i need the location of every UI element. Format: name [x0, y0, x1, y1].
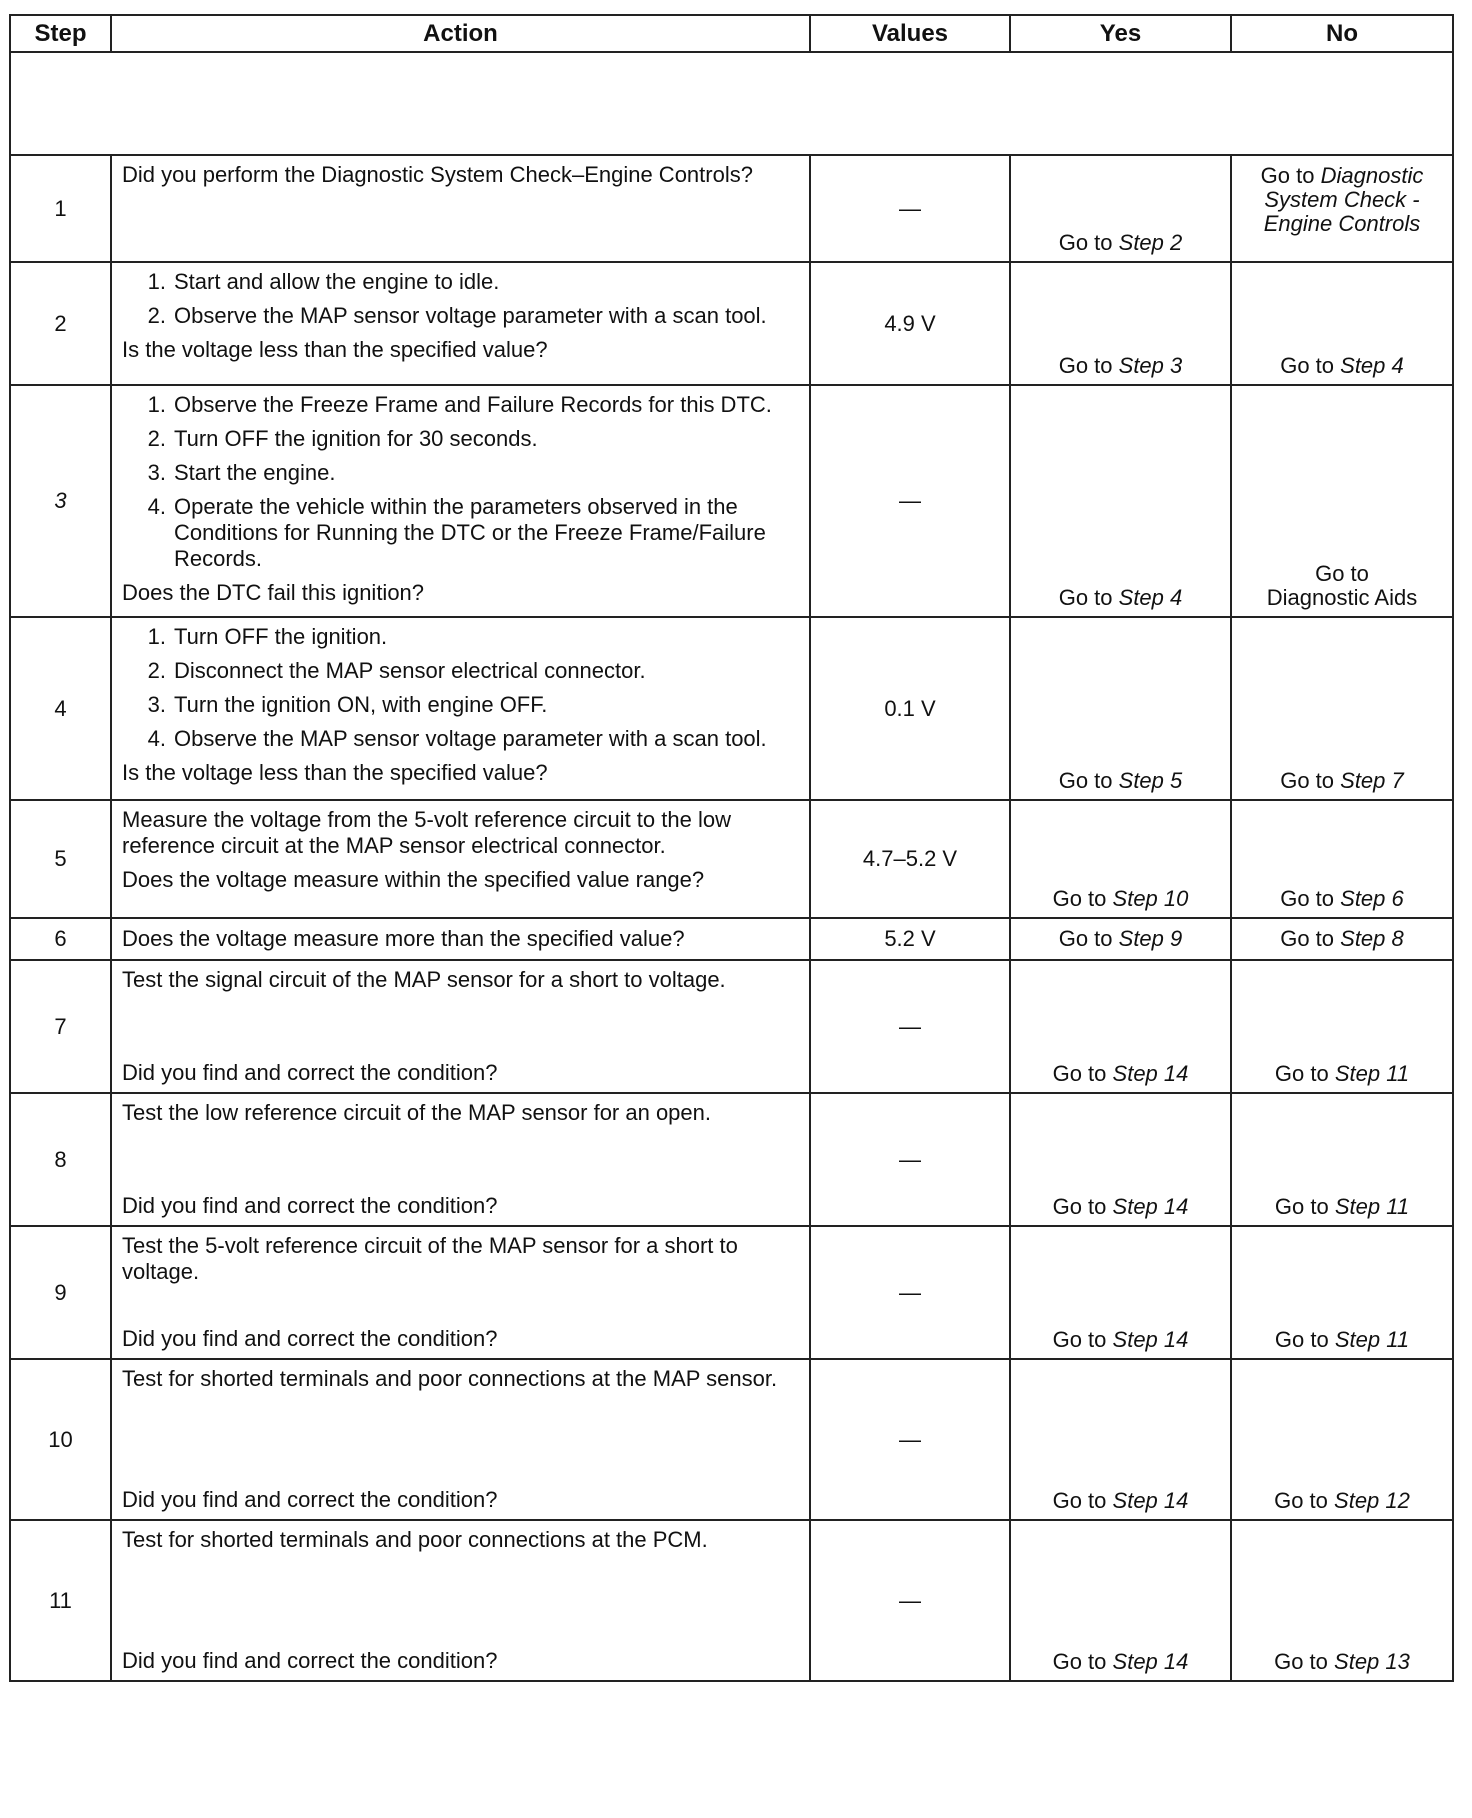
diagnostic-link-line3[interactable]: Engine Controls	[1263, 211, 1421, 236]
step-ref: 5	[1170, 768, 1183, 793]
step-ref: 14	[1163, 1327, 1189, 1352]
step-word: Step	[1112, 886, 1158, 911]
yes-cell	[1010, 960, 1231, 1093]
step-ref: 12	[1385, 1488, 1410, 1513]
value-cell: —	[810, 1093, 1010, 1226]
step-ref: 11	[1386, 1194, 1410, 1219]
step-word: Step	[1334, 1061, 1381, 1086]
no-cell	[1231, 155, 1453, 262]
blank-cell	[10, 52, 1453, 155]
question-text: Does the voltage measure within the specified value range?	[122, 867, 705, 892]
list-item: 3. Start the engine.	[147, 460, 336, 485]
table-row	[10, 1520, 1453, 1681]
list-item: 4. Observe the MAP sensor voltage parameter with a scan tool.	[147, 726, 767, 751]
step-ref: 10	[1163, 886, 1189, 911]
action-cell	[111, 1359, 810, 1520]
value-cell: 5.2 V	[810, 918, 1010, 960]
list-item: 1. Start and allow the engine to idle.	[147, 269, 500, 294]
step-ref: 11	[1386, 1327, 1410, 1352]
action-cell	[111, 385, 810, 617]
step-link[interactable]	[1113, 1061, 1189, 1086]
yes-cell	[1010, 1359, 1231, 1520]
list-item: 1. Turn OFF the ignition.	[147, 624, 388, 649]
step-word: Step	[1334, 1194, 1381, 1219]
table-row	[10, 385, 1453, 617]
goto-label: Go to	[1052, 1061, 1107, 1086]
step-ref: 11	[1386, 1061, 1410, 1086]
goto-label: Go to	[1058, 353, 1113, 378]
list-item: 2. Observe the MAP sensor voltage parameter with a scan tool.	[147, 303, 767, 328]
step-word: Step	[1112, 1061, 1158, 1086]
diagnostic-table	[9, 14, 1454, 1682]
goto-label: Go to	[1280, 886, 1335, 911]
yes-cell	[1010, 1093, 1231, 1226]
header-values: Values	[810, 15, 1010, 52]
header-yes: Yes	[1010, 15, 1231, 52]
yes-cell	[1010, 800, 1231, 918]
action-cell	[111, 155, 810, 262]
value-cell: 4.9 V	[810, 262, 1010, 385]
goto-label: Go to	[1052, 1488, 1107, 1513]
table-row	[10, 617, 1453, 800]
yes-cell	[1010, 262, 1231, 385]
step-word: Step	[1118, 230, 1164, 255]
table-row	[10, 1226, 1453, 1359]
value-cell: —	[810, 1359, 1010, 1520]
no-cell	[1231, 960, 1453, 1093]
no-cell	[1231, 918, 1453, 960]
goto-label: Go to	[1052, 886, 1107, 911]
action-text: Test the signal circuit of the MAP sensor for a short to voltage.	[122, 967, 726, 992]
no-cell	[1231, 1520, 1453, 1681]
step-link[interactable]	[1119, 230, 1183, 255]
goto-label: Go to	[1260, 163, 1315, 188]
step-link[interactable]	[1113, 1194, 1189, 1219]
step-link[interactable]	[1119, 768, 1183, 793]
step-link[interactable]	[1119, 585, 1183, 610]
header-no: No	[1231, 15, 1453, 52]
value-cell: —	[810, 1520, 1010, 1681]
step-word: Step	[1112, 1649, 1158, 1674]
step-word: Step	[1340, 353, 1386, 378]
step-link[interactable]	[1113, 1649, 1189, 1674]
step-link[interactable]	[1335, 1327, 1409, 1352]
action-list	[122, 269, 801, 329]
goto-label: Go to	[1274, 1194, 1329, 1219]
step-number: 3	[10, 385, 111, 617]
step-number: 11	[10, 1520, 111, 1681]
yes-cell	[1010, 385, 1231, 617]
step-word: Step	[1334, 1649, 1380, 1674]
step-link[interactable]	[1119, 353, 1183, 378]
goto-label: Go to	[1315, 561, 1369, 586]
step-link[interactable]	[1113, 886, 1189, 911]
question-text: Is the voltage less than the specified value?	[122, 337, 548, 362]
step-word: Step	[1118, 353, 1164, 378]
step-ref: 8	[1391, 926, 1404, 951]
step-link[interactable]	[1113, 1488, 1189, 1513]
goto-label: Go to	[1280, 768, 1335, 793]
goto-label: Go to	[1058, 230, 1113, 255]
step-number: 4	[10, 617, 111, 800]
yes-cell	[1010, 1226, 1231, 1359]
step-link[interactable]	[1340, 353, 1404, 378]
step-number: 1	[10, 155, 111, 262]
step-word: Step	[1112, 1488, 1158, 1513]
header-row	[10, 15, 1453, 52]
action-list	[122, 392, 801, 572]
step-word: Step	[1340, 926, 1386, 951]
question-text: Is the voltage less than the specified value?	[122, 760, 548, 785]
step-number: 5	[10, 800, 111, 918]
step-ref: 9	[1170, 926, 1183, 951]
value-cell: —	[810, 960, 1010, 1093]
value-cell: —	[810, 1226, 1010, 1359]
action-cell	[111, 617, 810, 800]
step-ref: 14	[1163, 1488, 1189, 1513]
action-cell	[111, 262, 810, 385]
action-cell	[111, 1520, 810, 1681]
table-row	[10, 1359, 1453, 1520]
question-text: Did you find and correct the condition?	[122, 1060, 498, 1085]
step-number: 9	[10, 1226, 111, 1359]
step-ref: 4	[1170, 585, 1183, 610]
action-cell	[111, 960, 810, 1093]
step-word: Step	[1340, 768, 1386, 793]
header-step: Step	[10, 15, 111, 52]
table-row	[10, 960, 1453, 1093]
list-item: 2. Turn OFF the ignition for 30 seconds.	[147, 426, 538, 451]
yes-cell	[1010, 155, 1231, 262]
step-ref: 2	[1170, 230, 1183, 255]
action-list	[122, 624, 801, 752]
step-number: 2	[10, 262, 111, 385]
list-item: 2. Disconnect the MAP sensor electrical connector.	[147, 658, 646, 683]
goto-label: Go to	[1274, 1488, 1328, 1513]
table-row	[10, 155, 1453, 262]
action-cell	[111, 1226, 810, 1359]
yes-cell	[1010, 1520, 1231, 1681]
step-number: 8	[10, 1093, 111, 1226]
action-cell	[111, 800, 810, 918]
no-cell	[1231, 385, 1453, 617]
list-item: 3. Turn the ignition ON, with engine OFF.	[147, 692, 548, 717]
step-ref: 13	[1385, 1649, 1410, 1674]
goto-label: Go to	[1280, 926, 1335, 951]
yes-cell	[1010, 617, 1231, 800]
action-text: Did you perform the Diagnostic System Check–Engine Controls?	[122, 162, 753, 187]
no-cell	[1231, 1093, 1453, 1226]
table-row	[10, 918, 1453, 960]
step-link[interactable]	[1340, 926, 1404, 951]
step-link[interactable]	[1113, 1327, 1189, 1352]
blank-row	[10, 52, 1453, 155]
action-text: Measure the voltage from the 5-volt reference circuit to the low reference circuit at the MAP sensor electrical connector.	[122, 807, 731, 858]
goto-label: Go to	[1274, 1649, 1328, 1674]
step-word: Step	[1340, 886, 1386, 911]
step-ref: 3	[1170, 353, 1183, 378]
step-number: 6	[10, 918, 111, 960]
header-action: Action	[111, 15, 810, 52]
diagnostic-link-line1[interactable]: Diagnostic	[1320, 163, 1424, 188]
value-cell: —	[810, 155, 1010, 262]
action-cell	[111, 1093, 810, 1226]
list-item: 4. Operate the vehicle within the parameters observed in the Conditions for Running the DTC or the Freeze Frame/Failure Records.	[147, 494, 766, 571]
step-word: Step	[1118, 926, 1164, 951]
diagnostic-link-line2[interactable]: System Check -	[1264, 187, 1420, 212]
question-text: Did you find and correct the condition?	[122, 1648, 498, 1673]
goto-label: Go to	[1052, 1194, 1107, 1219]
step-link[interactable]	[1335, 1194, 1409, 1219]
step-link[interactable]	[1340, 768, 1404, 793]
action-text: Test for shorted terminals and poor connections at the PCM.	[122, 1527, 708, 1552]
value-cell: 4.7–5.2 V	[810, 800, 1010, 918]
yes-cell	[1010, 918, 1231, 960]
step-word: Step	[1334, 1327, 1381, 1352]
diagnostic-aids-link[interactable]: Diagnostic Aids	[1266, 585, 1418, 610]
step-link[interactable]	[1334, 1649, 1410, 1674]
no-cell	[1231, 1226, 1453, 1359]
goto-label: Go to	[1274, 1327, 1329, 1352]
action-text: Test the low reference circuit of the MAP sensor for an open.	[122, 1100, 712, 1125]
table-row	[10, 262, 1453, 385]
step-ref: 7	[1391, 768, 1404, 793]
goto-label: Go to	[1052, 1327, 1107, 1352]
step-number: 7	[10, 960, 111, 1093]
table-row	[10, 1093, 1453, 1226]
step-word: Step	[1118, 585, 1164, 610]
list-item: 1. Observe the Freeze Frame and Failure Records for this DTC.	[147, 392, 772, 417]
no-cell	[1231, 262, 1453, 385]
no-cell	[1231, 800, 1453, 918]
value-cell: 0.1 V	[810, 617, 1010, 800]
question-text: Did you find and correct the condition?	[122, 1487, 498, 1512]
goto-label: Go to	[1280, 353, 1335, 378]
step-word: Step	[1112, 1194, 1158, 1219]
question-text: Did you find and correct the condition?	[122, 1193, 498, 1218]
table-row	[10, 800, 1453, 918]
goto-label: Go to	[1274, 1061, 1329, 1086]
step-number: 10	[10, 1359, 111, 1520]
step-link[interactable]	[1340, 886, 1404, 911]
step-word: Step	[1118, 768, 1164, 793]
step-ref: 14	[1163, 1194, 1189, 1219]
goto-label: Go to	[1058, 585, 1113, 610]
question-text: Did you find and correct the condition?	[122, 1326, 498, 1351]
action-text: Test for shorted terminals and poor connections at the MAP sensor.	[122, 1366, 778, 1391]
step-word: Step	[1334, 1488, 1380, 1513]
no-cell	[1231, 1359, 1453, 1520]
step-word: Step	[1112, 1327, 1158, 1352]
goto-label: Go to	[1052, 1649, 1107, 1674]
action-cell	[111, 918, 810, 960]
question-text: Does the DTC fail this ignition?	[122, 580, 425, 605]
step-link[interactable]	[1335, 1061, 1409, 1086]
no-cell	[1231, 617, 1453, 800]
step-link[interactable]	[1119, 926, 1183, 951]
question-text: Does the voltage measure more than the specified value?	[122, 926, 685, 951]
step-ref: 4	[1391, 353, 1404, 378]
action-text: Test the 5-volt reference circuit of the MAP sensor for a short to voltage.	[122, 1233, 738, 1284]
step-link[interactable]	[1334, 1488, 1410, 1513]
step-ref: 6	[1391, 886, 1404, 911]
goto-label: Go to	[1058, 926, 1113, 951]
goto-label: Go to	[1058, 768, 1113, 793]
step-ref: 14	[1163, 1061, 1189, 1086]
value-cell: —	[810, 385, 1010, 617]
step-ref: 14	[1163, 1649, 1189, 1674]
